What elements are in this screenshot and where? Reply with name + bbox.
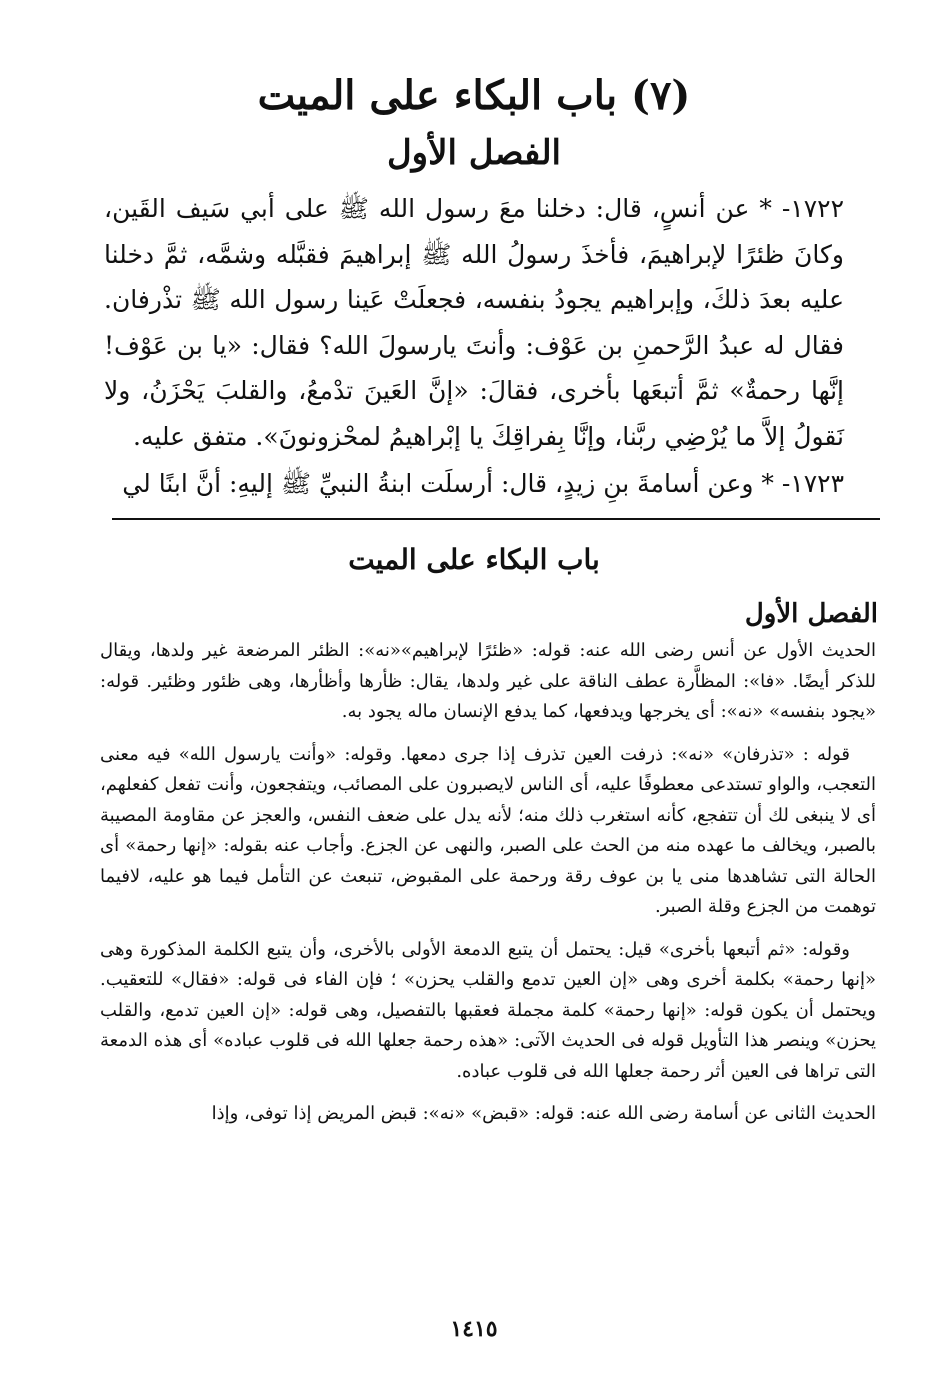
commentary-paragraph: الحديث الأول عن أنس رضى الله عنه: قوله: «ظئرًا لإبراهيم»«نه»: الظئر المرضعة غير ولدها، ويقال للذكر أيضًا. «فا»: المظاَّرة عطف الناقة على غير ولدها، يقال: ظأرها وأظأرها، وهى ظئور وظئير. قوله: «يجود بنفسه» «نه»: أى يخرجها ويدفعها، كما يدفع الإنسان ماله يجود به.: [100, 640, 876, 722]
hadith-1722: ١٧٢٢- * عن أنسٍ، قال: دخلنا معَ رسول الله ﷺ على أبي سَيف القَين، وكانَ ظئرًا لإبراهيمَ، فأخذَ رسولُ الله ﷺ إبراهيمَ فقبَّله وشمَّه، ثمَّ دخلنا عليه بعدَ ذلكَ، وإبراهيم يجودُ بنفسه، فجعلَتْ عَينا رسول الله ﷺ تذْرفان. فقال له عبدُ الرَّحمنِ بن عَوْف: وأنتَ يارسولَ الله؟ فقال: «يا بن عَوْف! إنَّها رحمةٌ» ثمَّ أتبعَها بأخرى، فقالَ: «إنَّ العَينَ تدْمعُ، والقلبَ يَحْزَنُ، ولا نَقولُ إلاَّ ما يُرْضِي ربَّنا، وإنَّا بِفراقِكَ يا إبْراهيمُ لمحْزونونَ». متفق عليه.: [104, 194, 844, 451]
commentary-title: باب البكاء على الميت: [348, 543, 600, 576]
hadith-text-block: [104, 186, 844, 507]
hadith-1723: ١٧٢٣- * وعن أسامةَ بنِ زيدٍ، قال: أرسلَت ابنةُ النبيِّ ﷺ إليهِ: أنَّ ابنًا لي: [122, 469, 844, 498]
section-title: الفصل الأول: [386, 133, 562, 173]
chapter-title: (٧) باب البكاء على الميت: [257, 72, 691, 119]
commentary-block: [100, 636, 876, 1142]
commentary-paragraph: وقوله: «ثم أتبعها بأخرى» قيل: يحتمل أن يتبع الدمعة الأولى بالأخرى، وأن يتبع الكلمة المذكورة وهى «إنها رحمة» بكلمة أخرى وهى «إن العين تدمع والقلب يحزن» ؛ فإن الفاء فى قوله: «فقال» للتعقيب. ويحتمل أن يكون قوله: «إنها رحمة» كلمة مجملة فعقبها بالتفصيل، وهى قوله: «إن العين تدمع، والقلب يحزن» وينصر هذا التأويل قوله فى الحديث الآتى: «هذه رحمة جعلها الله فى قلوب عباده» أى هذه الدمعة التى تراها فى العين أثر رحمة جعلها الله فى قلوب عباده.: [100, 938, 876, 1082]
commentary-section-title: الفصل الأول: [744, 599, 878, 629]
commentary-paragraph: الحديث الثانى عن أسامة رضى الله عنه: قوله: «قبض» «نه»: قبض المريض إذا توفى، وإذا: [211, 1103, 876, 1124]
divider-line: [112, 518, 880, 520]
commentary-paragraph: قوله : «تذرفان» «نه»: ذرفت العين تذرف إذا جرى دمعها. وقوله: «وأنت يارسول الله» فيه معنى التعجب، والواو تستدعى معطوفًا عليه، أى الناس لايصبرون على المصائب، ويتفجعون، وأنت تفعل كفعلهم، أى لا ينبغى لك أن تتفجع، كأنه استغرب ذلك منه؛ لأنه يدل على ضعف النفس، والعجز عن مقاومة المصيبة بالصبر، ويخالف ما عهده منه من الحث على الصبر، والنهى عن الجزع. وأجاب عنه بقوله: «إنها رحمة» أى الحالة التى تشاهدها منى يا بن عوف رقة ورحمة على المقبوض، تنبعث عن التأمل فيما هو عليه، لافيما توهمت من الجزع وقلة الصبر.: [100, 743, 876, 917]
page-number: ١٤١٥: [450, 1316, 498, 1342]
